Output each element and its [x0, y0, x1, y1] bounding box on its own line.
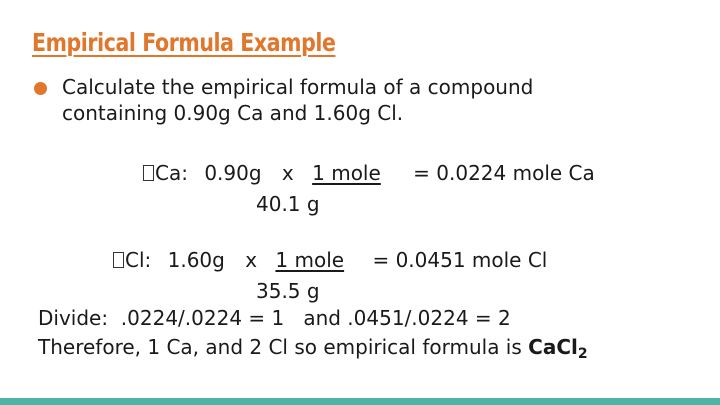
ca-denominator: 40.1 g: [256, 192, 320, 216]
bullet-text: Calculate the empirical formula of a compound containing 0.90g Ca and 1.60g Cl.: [62, 75, 534, 125]
cl-times: x: [245, 248, 258, 272]
ca-times: x: [281, 161, 294, 185]
cl-mass: 1.60g: [167, 248, 225, 272]
ca-calc-line: [143, 161, 595, 185]
ca-result: = 0.0224 mole Ca: [413, 161, 595, 185]
ca-mass: 0.90g: [204, 161, 262, 185]
bottom-accent-bar: [0, 398, 720, 405]
empirical-formula: [528, 335, 588, 362]
divide-line: Divide: .0224/.0224 = 1 and .0451/.0224 = 2: [38, 306, 511, 330]
formula-subscript: 2: [577, 346, 588, 362]
slide-title-text: Empirical Formula Example: [32, 28, 336, 57]
cl-calc-line: [113, 248, 547, 272]
cl-label: Cl:: [125, 248, 152, 272]
therefore-line: [38, 335, 588, 366]
therefore-text: Therefore, 1 Ca, and 2 Cl so empirical formula is: [38, 335, 522, 359]
missing-glyph-icon: [113, 252, 124, 268]
missing-glyph-icon: [143, 165, 154, 181]
circle-bullet-icon: [34, 82, 47, 95]
cl-denominator: 35.5 g: [256, 279, 320, 303]
cl-result: = 0.0451 mole Cl: [372, 248, 548, 272]
slide-title: [32, 28, 335, 57]
formula-main: CaCl: [528, 335, 578, 359]
cl-numerator: 1 mole: [275, 248, 345, 272]
ca-numerator: 1 mole: [312, 161, 381, 185]
ca-label: Ca:: [155, 161, 188, 185]
